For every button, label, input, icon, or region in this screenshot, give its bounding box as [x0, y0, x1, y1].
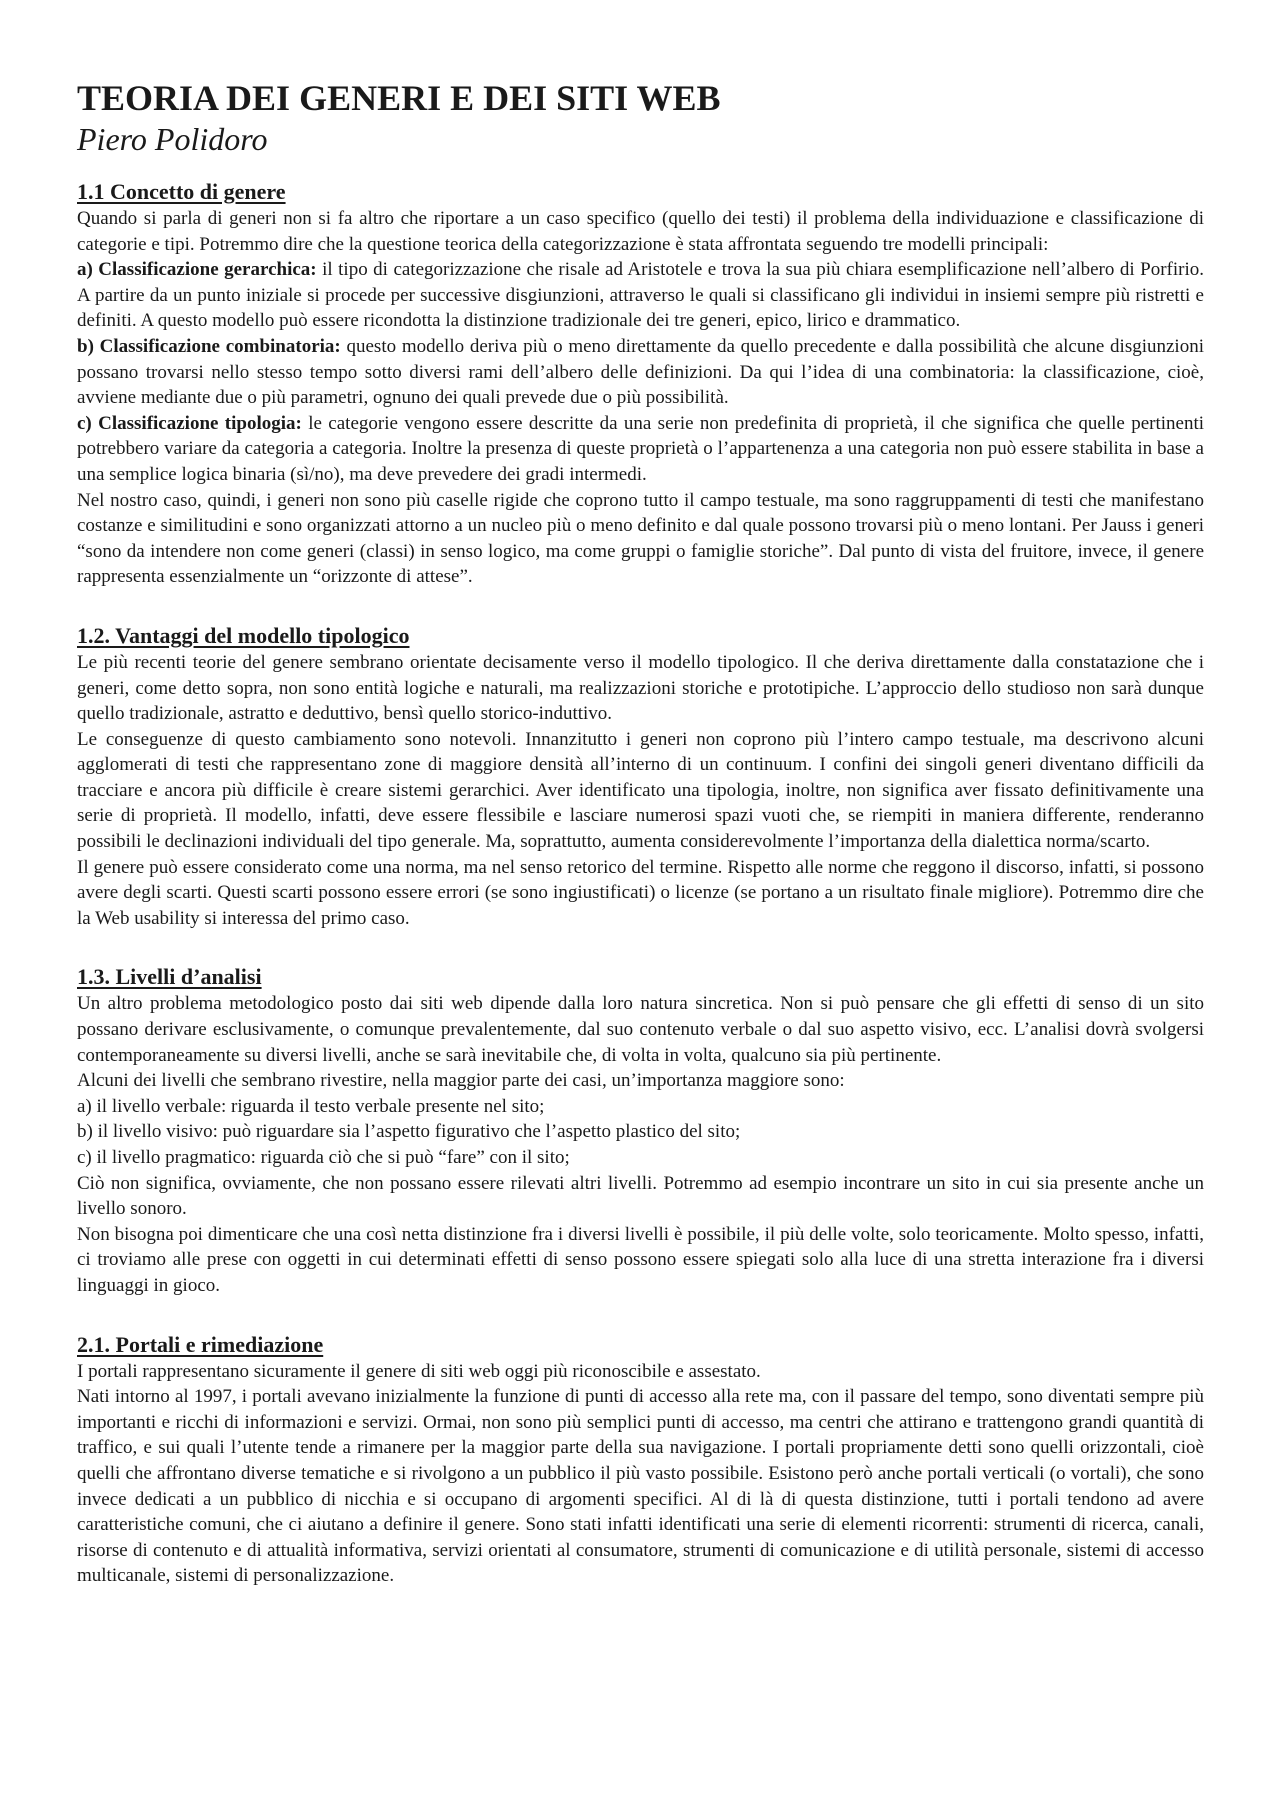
paragraph-lead: a) Classificazione gerarchica:	[77, 259, 317, 281]
document-body	[77, 178, 1204, 1589]
section	[77, 963, 1204, 1298]
paragraph-text: le categorie vengono essere descritte da una serie non predefinita di proprietà, il che significa che quelle pertinenti potrebbero variare da categoria a categoria. Inoltre la presenza di queste proprietà o l’appartenenza a una categoria non può essere stabilita in base a una semplice logica binaria (sì/no), ma deve prevedere dei gradi intermedi.	[77, 412, 1205, 485]
paragraph-text: Non bisogna poi dimenticare che una così netta distinzione fra i diversi livelli è possibile, il più delle volte, solo teoricamente. Molto spesso, infatti, ci troviamo alle prese con oggetti in cui determinati effetti di senso possono essere spiegati solo alla luce di una stretta interazione fra i diversi linguaggi in gioco.	[77, 1223, 1204, 1296]
paragraph-text: Quando si parla di generi non si fa altro che riportare a un caso specifico (quello dei testi) il problema della individuazione e classificazione di categorie e tipi. Potremmo dire che la questione teorica della categorizzazione è stata affrontata seguendo tre modelli principali:	[77, 208, 1204, 255]
paragraph-lead: b) Classificazione combinatoria:	[77, 335, 341, 357]
paragraph	[77, 1145, 1204, 1171]
paragraph	[77, 1094, 1204, 1120]
paragraph-text: Alcuni dei livelli che sembrano rivestire, nella maggior parte dei casi, un’importanza maggiore sono:	[77, 1070, 845, 1092]
paragraph-lead: c) Classificazione tipologia:	[77, 412, 302, 434]
section-heading: 2.1. Portali e rimediazione	[77, 1331, 324, 1357]
paragraph-text: c) il livello pragmatico: riguarda ciò che si può “fare” con il sito;	[77, 1147, 570, 1168]
paragraph-text: Il genere può essere considerato come una norma, ma nel senso retorico del termine. Rispetto alle norme che reggono il discorso, infatti, si possono avere degli scarti. Questi scarti possono essere errori (se sono ingiustificati) o licenze (se portano a un risultato finale migliore). Potremmo dire che la Web usability si interessa del primo caso.	[77, 856, 1204, 929]
paragraph	[77, 334, 1204, 411]
document-author: Piero Polidoro	[77, 121, 268, 157]
paragraph-text: Nati intorno al 1997, i portali avevano inizialmente la funzione di punti di accesso alla rete ma, con il passare del tempo, sono diventati sempre più importanti e ricchi di informazioni e servizi. Ormai, non sono più semplici punti di accesso, ma centri che attirano e trattengono grandi quantità di traffico, e sui quali l’utente tende a rimanere per la maggior parte della sua navigazione. I portali propriamente detti sono quelli orizzontali, cioè quelli che affrontano diverse tematiche e si rivolgono a un pubblico il più vasto possibile. Esistono però anche portali verticali (o vortali), che sono invece dedicati a un pubblico di nicchia e si occupano di argomenti specifici. Al di là di questa distinzione, tutti i portali tendono ad avere caratteristiche comuni, che ci aiutano a definire il genere. Sono stati infatti identificati una serie di elementi ricorrenti: strumenti di ricerca, canali, risorse di contenuto e di attualità informativa, servizi orientati al consumatore, strumenti di comunicazione e di utilità personale, sistemi di accesso multicanale, sistemi di personalizzazione.	[77, 1386, 1204, 1587]
paragraph	[77, 1222, 1204, 1299]
paragraph	[77, 1359, 1204, 1385]
paragraph	[77, 1119, 1204, 1145]
paragraph	[77, 650, 1204, 727]
paragraph	[77, 257, 1204, 334]
paragraph-text: Le conseguenze di questo cambiamento sono notevoli. Innanzitutto i generi non coprono più l’intero campo testuale, ma descrivono alcuni agglomerati di testi che rappresentano zone di maggiore densità all’interno di un continuum. I confini dei singoli generi diventano difficili da tracciare e ancora più difficile è creare sistemi gerarchici. Aver identificato una tipologia, inoltre, non significa aver fissato definitivamente una serie di proprietà. Il modello, infatti, deve essere flessibile e lasciare numerosi spazi vuoti che, se riempiti in maniera differente, renderanno possibili le declinazioni individuali del tipo generale. Ma, soprattutto, aumenta considerevolmente l’importanza della dialettica norma/scarto.	[77, 728, 1204, 853]
section	[77, 178, 1204, 590]
paragraph-text: Nel nostro caso, quindi, i generi non sono più caselle rigide che coprono tutto il campo testuale, ma sono raggruppamenti di testi che manifestano costanze e similitudini e sono organizzati attorno a un nucleo più o meno definito e dal quale possono trovarsi più o meno lontani. Per Jauss i generi “sono da intendere non come generi (classi) in senso logico, ma come gruppi o famiglie storiche”. Dal punto di vista del fruitore, invece, il genere rappresenta essenzialmente un “orizzonte di attese”.	[77, 489, 1204, 588]
document-title: TEORIA DEI GENERI E DEI SITI WEB	[77, 78, 721, 118]
section-heading: 1.3. Livelli d’analisi	[77, 964, 262, 990]
paragraph	[77, 411, 1204, 488]
section	[77, 1331, 1204, 1589]
paragraph-text: questo modello deriva più o meno direttamente da quello precedente e dalla possibilità che alcune disgiunzioni possano trovarsi nello stesso tempo sotto diversi rami dell’albero delle definizioni. Da qui l’idea di una combinatoria: la classificazione, cioè, avviene mediante due o più parametri, ognuno dei quali prevede due o più possibilità.	[77, 335, 1204, 409]
paragraph-text: il tipo di categorizzazione che risale ad Aristotele e trova la sua più chiara esemplificazione nell’albero di Porfirio. A partire da un punto iniziale si procede per successive disgiunzioni, attraverso le quali si classificano gli individui in insiemi sempre più ristretti e definiti. A questo modello può essere ricondotta la distinzione tradizionale dei tre generi, epico, lirico e drammatico.	[77, 259, 1204, 332]
paragraph	[77, 727, 1204, 855]
paragraph	[77, 488, 1204, 590]
paragraph	[77, 991, 1204, 1068]
paragraph-text: a) il livello verbale: riguarda il testo verbale presente nel sito;	[77, 1095, 545, 1117]
paragraph	[77, 206, 1204, 257]
paragraph-text: I portali rappresentano sicuramente il genere di siti web oggi più riconoscibile e assestato.	[77, 1360, 761, 1382]
section-heading: 1.2. Vantaggi del modello tipologico	[77, 622, 410, 648]
paragraph-text: Un altro problema metodologico posto dai siti web dipende dalla loro natura sincretica. Non si può pensare che gli effetti di senso di un sito possano derivare esclusivamente, o comunque prevalentemente, dal suo contenuto verbale o dal suo aspetto visivo, ecc. L’analisi dovrà svolgersi contemporaneamente su diversi livelli, anche se sarà inevitabile che, di volta in volta, qualcuno sia più pertinente.	[77, 993, 1204, 1066]
paragraph-text: Le più recenti teorie del genere sembrano orientate decisamente verso il modello tipologico. Il che deriva direttamente dalla constatazione che i generi, come detto sopra, non sono entità logiche e naturali, ma realizzazioni storiche e prototipiche. L’approccio dello studioso non sarà dunque quello tradizionale, astratto e deduttivo, bensì quello storico-induttivo.	[77, 651, 1204, 725]
paragraph-text: b) il livello visivo: può riguardare sia l’aspetto figurativo che l’aspetto plastico del sito;	[77, 1121, 741, 1143]
paragraph	[77, 1068, 1204, 1094]
paragraph	[77, 1171, 1204, 1222]
section	[77, 622, 1204, 932]
paragraph-text: Ciò non significa, ovviamente, che non possano essere rilevati altri livelli. Potremmo ad esempio incontrare un sito in cui sia presente anche un livello sonoro.	[77, 1172, 1204, 1220]
section-heading: 1.1 Concetto di genere	[77, 179, 286, 204]
paragraph	[77, 855, 1204, 932]
paragraph	[77, 1384, 1204, 1589]
